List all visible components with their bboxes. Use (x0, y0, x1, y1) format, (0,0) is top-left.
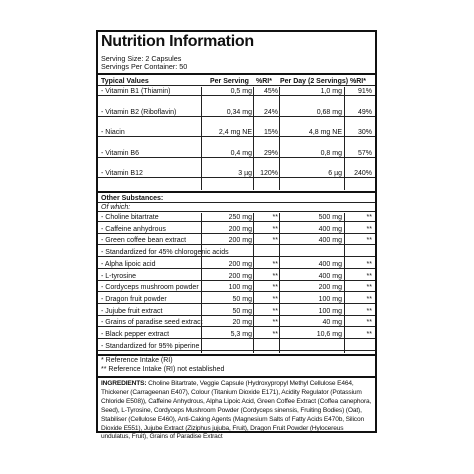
row-per-day: 100 mg (318, 307, 342, 315)
row-name: - L-tyrosine (101, 272, 137, 280)
row-per-serving: 50 mg (232, 307, 252, 315)
serving-size: Serving Size: 2 Capsules (101, 54, 182, 63)
row-ri-day: 49% (357, 108, 372, 116)
table-row (98, 225, 375, 234)
column-divider (344, 87, 345, 190)
row-name: - Jujube fruit extract (101, 307, 163, 315)
row-name: - Caffeine anhydrous (101, 225, 166, 233)
row-ri-day: ** (366, 319, 372, 327)
row-per-serving: 200 mg (228, 260, 252, 268)
table-row (98, 295, 375, 304)
row-ri-day: ** (366, 260, 372, 268)
row-per-serving: 200 mg (228, 225, 252, 233)
row-name: - Vitamin B6 (101, 149, 139, 157)
table-row (98, 272, 375, 281)
row-name: - Grains of paradise seed extract (101, 319, 203, 327)
table-row (98, 330, 375, 339)
table-row (98, 307, 375, 316)
servings-per-container: Servings Per Container: 50 (101, 62, 188, 71)
header-per-serving: Per Serving (210, 78, 249, 85)
row-ri-day: ** (366, 307, 372, 315)
row-ri-serving: 15% (263, 129, 278, 136)
table-row (98, 283, 375, 292)
row-ri-serving: ** (272, 214, 278, 221)
row-ri-serving: 24% (263, 108, 278, 116)
row-per-serving: 250 mg (228, 214, 252, 221)
table-row (98, 236, 375, 245)
ingredients-label: INGREDIENTS: (101, 380, 147, 387)
row-per-day: 1,0 mg (320, 88, 342, 95)
row-name: - Vitamin B12 (101, 170, 143, 177)
row-name: - Cordyceps mushroom powder (101, 284, 199, 292)
panel-title: Nutrition Information (101, 33, 254, 50)
row-per-serving: 0,34 mg (226, 108, 252, 116)
row-ri-day: 57% (357, 149, 372, 157)
row-name: - Black pepper extract (101, 331, 170, 338)
row-ri-day: ** (366, 237, 372, 245)
table-row (98, 128, 375, 137)
header-ri-day: %RI* (350, 78, 366, 85)
row-ri-serving: 120% (260, 170, 278, 177)
column-divider (253, 213, 254, 353)
row-per-day: 500 mg (318, 214, 342, 221)
column-divider (201, 87, 202, 190)
other-substances-heading: Other Substances: (98, 194, 375, 203)
table-row (98, 149, 375, 158)
table-row (98, 248, 375, 257)
of-which-label: Of which: (98, 203, 375, 212)
footnote-ri-not-established: ** Reference Intake (RI) not established (101, 366, 225, 373)
row-name: - Vitamin B2 (Riboflavin) (101, 108, 177, 116)
table-row (98, 108, 375, 117)
footnote-ri: * Reference Intake (RI) (101, 357, 173, 364)
row-ri-serving: ** (272, 331, 278, 338)
row-per-day: 400 mg (318, 225, 342, 233)
row-per-serving: 100 mg (228, 284, 252, 292)
table-row (98, 87, 375, 96)
row-ri-serving: ** (272, 260, 278, 268)
row-per-serving: 50 mg (232, 295, 252, 303)
row-name: - Standardized for 95% piperine (101, 342, 200, 350)
row-per-serving: 0,5 mg (230, 88, 252, 95)
row-ri-day: ** (366, 225, 372, 233)
table-row (98, 318, 375, 327)
row-per-day: 6 µg (328, 170, 342, 177)
row-ri-day: ** (366, 284, 372, 292)
row-name: - Alpha lipoic acid (101, 260, 156, 268)
row-name: - Choline bitartrate (101, 214, 159, 221)
row-ri-serving: ** (272, 295, 278, 303)
row-per-serving: 5,3 mg (230, 331, 252, 338)
row-ri-day: ** (366, 272, 372, 280)
table-header (98, 77, 375, 86)
table-row (98, 169, 375, 178)
row-per-day: 4,8 mg NE (308, 129, 342, 136)
row-ri-serving: 45% (263, 88, 278, 95)
row-ri-day: 91% (357, 88, 372, 95)
row-name: - Green coffee bean extract (101, 237, 187, 245)
ingredients (101, 380, 373, 442)
thick-divider (98, 191, 375, 193)
column-divider (279, 213, 280, 353)
row-ri-day: ** (366, 295, 372, 303)
column-divider (344, 213, 345, 353)
row-ri-day: ** (366, 214, 372, 221)
ingredients-text: Choline Bitartrate, Veggie Capsule (Hydroxypropyl Methyl Cellulose E464, Thickener (Carrageenan E407), Colour (Titanium Dioxide E171), Acidity Regulator (Potassium Chloride E508)), Caffeine Anhydrous, Alpha Lipoic Acid, Green Coffee Extract (Coffea canephora, Seed), L-Tyrosine, Cordyceps Mushroom Powder (Cordyceps sinensis, Fruiting Bodies) (Oat), Stabiliser (Cellulose E460), Anti-Caking Agents (Magnesium Salts of Fatty Acids E470b, Silicon Dioxide E551), Jujube Extract (Ziziphus jujuba, Fruit), Dragon Fruit Powder (Hylocereus undulatus, Fruit), Grains of Paradise Extract (101, 380, 372, 441)
row-per-serving: 200 mg (228, 237, 252, 245)
row-per-day: 10,6 mg (316, 331, 342, 338)
row-ri-day: ** (366, 331, 372, 338)
thick-divider (98, 376, 375, 378)
header-ri: %RI* (256, 78, 272, 85)
row-per-day: 0,8 mg (320, 149, 342, 157)
nutrition-panel (96, 30, 377, 441)
column-divider (279, 87, 280, 190)
row-name: - Vitamin B1 (Thiamin) (101, 88, 171, 95)
table-row (98, 260, 375, 269)
row-per-serving: 3 µg (238, 170, 252, 177)
row-ri-serving: ** (272, 307, 278, 315)
table-row (98, 213, 375, 222)
thick-divider (98, 73, 375, 75)
row-name: - Standardized for 45% chlorogenic acids (101, 249, 229, 257)
row-per-day: 400 mg (318, 260, 342, 268)
row-per-day: 400 mg (318, 237, 342, 245)
row-per-serving: 2,4 mg NE (218, 129, 252, 136)
row-per-day: 40 mg (322, 319, 342, 327)
header-per-day: Per Day (2 Servings) (280, 78, 349, 85)
table-row (98, 342, 375, 351)
row-ri-serving: ** (272, 272, 278, 280)
header-typical-values: Typical Values (101, 78, 149, 85)
row-per-serving: 20 mg (232, 319, 252, 327)
row-ri-serving: ** (272, 319, 278, 327)
row-per-serving: 200 mg (228, 272, 252, 280)
row-ri-day: 240% (354, 170, 372, 177)
row-ri-serving: ** (272, 237, 278, 245)
row-name: - Niacin (101, 129, 125, 136)
row-per-day: 0,68 mg (316, 108, 342, 116)
row-per-serving: 0,4 mg (230, 149, 252, 157)
column-divider (253, 87, 254, 190)
column-divider (201, 213, 202, 353)
row-ri-serving: ** (272, 284, 278, 292)
row-per-day: 200 mg (318, 284, 342, 292)
row-ri-day: 30% (357, 129, 372, 136)
row-per-day: 100 mg (318, 295, 342, 303)
row-ri-serving: ** (272, 225, 278, 233)
row-ri-serving: 29% (263, 149, 278, 157)
row-name: - Dragon fruit powder (101, 295, 167, 303)
row-per-day: 400 mg (318, 272, 342, 280)
